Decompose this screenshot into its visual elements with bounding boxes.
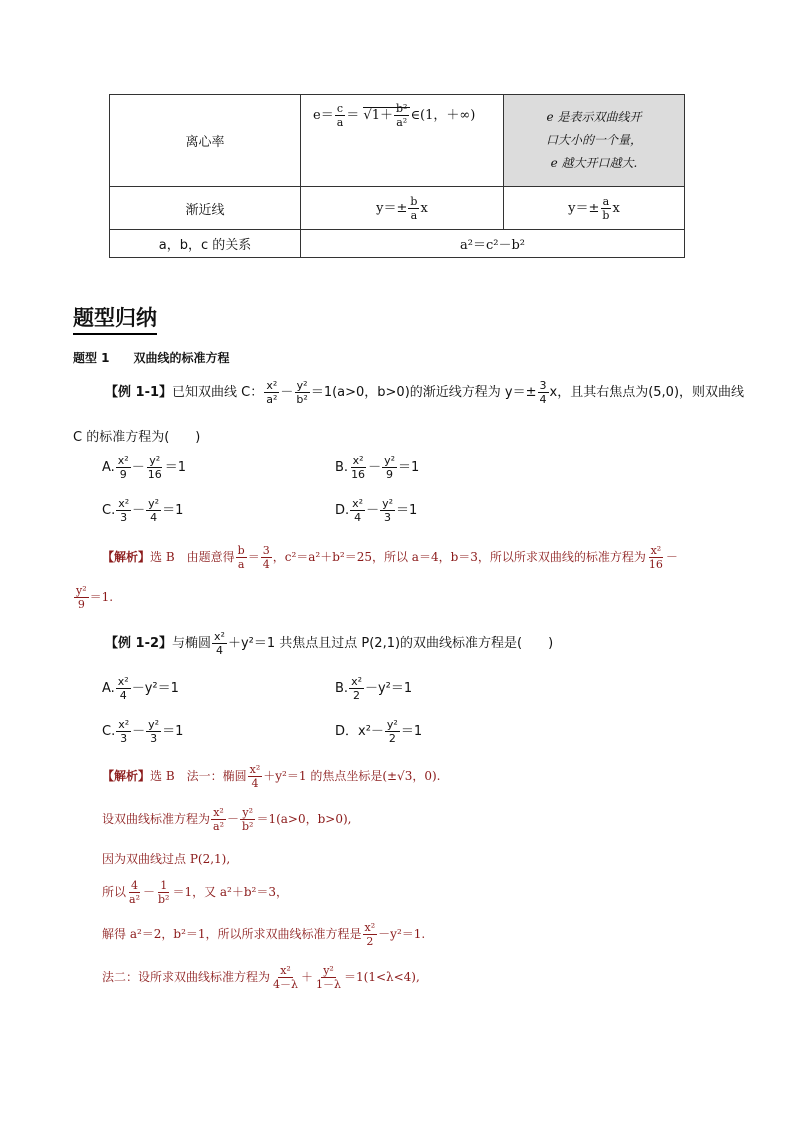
relation-label: a，b，c 的关系 [110,230,301,258]
solution-1-2-line4: 所以 $\frac{4}{\text{a²}}$ － $\frac{1}{\text{b²}}$ ＝1，又 a²＋b²＝3， [102,879,288,906]
relation-row [110,230,685,258]
option-d-2: D．x²－ $\frac{\text{y²}}{2}$ ＝1 [335,718,423,745]
asymptote-label: 渐近线 [110,187,301,230]
eccentricity-label: 离心率 [110,95,301,187]
solution-1-2-line3: 因为双曲线过点 P(2,1), [102,852,231,866]
eccentricity-note: e 是表示双曲线开 口大小的一个量， e 越大开口越大. [504,95,685,187]
option-c-2: C. $\frac{\text{x²}}{3}$ － $\frac{\text{y²}}{3}$ ＝1 [102,718,184,745]
solution-1-2-line1: 【解析】选 B 法一：椭圆 $\frac{\text{x²}}{4}$ ＋y²＝1 的焦点坐标是(±√3，0). [102,763,441,790]
hyperbola-property-table [109,94,685,258]
asymptote-row [110,187,685,230]
asymptote-right: y＝± $\frac{a}{b}$ x [504,187,685,230]
asymptote-left: y＝± $\frac{b}{a}$ x [301,187,504,230]
option-a: A. $\frac{\text{x²}}{9}$ － $\frac{\text{y²}}{16}$ ＝1 [102,454,187,481]
option-b: B. $\frac{\text{x²}}{16}$ － $\frac{\text{y²}}{9}$ ＝1 [335,454,420,481]
option-a-2: A. $\frac{\text{x²}}{4}$ －y²＝1 [102,675,179,702]
option-c: C. $\frac{\text{x²}}{3}$ － $\frac{\text{y²}}{4}$ ＝1 [102,497,184,524]
solution-1-2-line6: 法二：设所求双曲线标准方程为 $\frac{\text{x²}}{4-\lambda}$ ＋ $\frac{\text{y²}}{1-\lambda}$ ＝1(1<λ<4), [102,964,420,991]
solution-1-1: 【解析】选 B 由题意得 $\frac{b}{a}$ ＝ $\frac{3}{4}$ ，c²＝a²＋b²＝25，所以 a＝4，b＝3，所以所求双曲线的标准方程为 $\frac{\text{x²}}{16}$ － [102,544,678,571]
eccentricity-row [110,95,685,187]
solution-1-2-line2: 设双曲线标准方程为 $\frac{\text{x²}}{\text{a²}}$ － $\frac{\text{y²}}{\text{b²}}$ ＝1(a>0，b>0), [102,806,352,833]
option-d: D. $\frac{\text{x²}}{4}$ － $\frac{\text{y²}}{3}$ ＝1 [335,497,418,524]
relation-formula: a²＝c²－b² [301,230,685,258]
section-title: 题型归纳 [73,302,157,335]
example-1-2-line1: 【例 1-2】与椭圆 $\frac{\text{x²}}{4}$ ＋y²＝1 共焦点且过点 P(2,1)的双曲线标准方程是( ) [105,630,554,657]
eccentricity-formula: e＝ $\frac{c}{a}$ ＝ √1＋ $\frac{\text{b²}}{\text{a²}}$ ∈(1，＋∞) [301,95,504,187]
example-1-1-line2: C 的标准方程为( ) [73,430,201,445]
solution-1-2-line5: 解得 a²＝2，b²＝1，所以所求双曲线标准方程是 $\frac{\text{x²}}{2}$ －y²＝1. [102,921,426,948]
option-b-2: B. $\frac{\text{x²}}{2}$ －y²＝1 [335,675,413,702]
topic-title: 题型 1 双曲线的标准方程 [73,351,230,365]
example-1-1-line1: 【例 1-1】已知双曲线 C： $\frac{\text{x²}}{\text{a²}}$ － $\frac{\text{y²}}{\text{b²}}$ ＝1(a>0，b>0)的渐近线方程为 y＝± $\frac{3}{4}$ x，且其右焦点为(5,0)，则双曲线 [105,379,745,406]
solution-1-1-end: $\frac{\text{y²}}{9}$ ＝1. [76,584,114,611]
